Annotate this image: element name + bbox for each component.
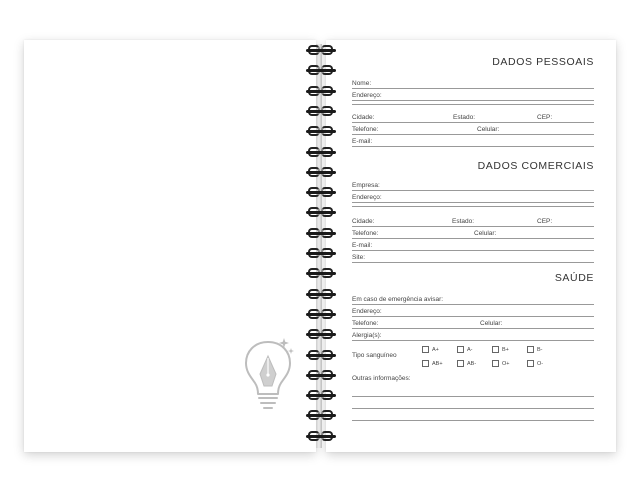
spiral-ring xyxy=(303,85,341,99)
spiral-ring xyxy=(303,369,341,383)
spiral-ring xyxy=(303,267,341,281)
field-label: Estado: xyxy=(450,114,478,121)
spiral-binding xyxy=(303,44,341,448)
blank-line[interactable] xyxy=(352,420,594,421)
spiral-ring xyxy=(303,308,341,322)
blood-type-checkbox[interactable] xyxy=(492,346,499,353)
field-line xyxy=(352,134,594,135)
blood-type-option-label: A- xyxy=(467,346,473,353)
field-endereco-comercial[interactable] xyxy=(352,194,594,204)
blank-line[interactable] xyxy=(352,408,594,409)
field-line xyxy=(352,250,594,251)
field-label: Site: xyxy=(352,254,368,261)
spiral-ring xyxy=(303,349,341,363)
ring-wire xyxy=(306,394,336,397)
ring-wire xyxy=(306,272,336,275)
blood-type-option-label: AB+ xyxy=(432,360,443,367)
ring-wire xyxy=(306,151,336,154)
field-label: Celular: xyxy=(474,126,502,133)
ring-wire xyxy=(306,49,336,52)
ring-wire xyxy=(306,110,336,113)
field-outras-label xyxy=(352,375,594,384)
field-label: Celular: xyxy=(471,230,499,237)
field-label: Cidade: xyxy=(352,114,377,121)
field-site[interactable] xyxy=(352,254,594,264)
field-label: E-mail: xyxy=(352,242,375,249)
field-line xyxy=(352,190,594,191)
field-email-comercial[interactable] xyxy=(352,242,594,252)
ring-wire xyxy=(306,130,336,133)
field-label: Endereço: xyxy=(352,308,385,315)
blood-type-checkbox[interactable] xyxy=(422,346,429,353)
blood-type-checkbox[interactable] xyxy=(527,346,534,353)
field-endereco-saude[interactable] xyxy=(352,308,594,318)
field-emergencia[interactable] xyxy=(352,296,594,306)
ring-wire xyxy=(306,90,336,93)
field-label: CEP: xyxy=(534,114,555,121)
blood-type-option-label: B+ xyxy=(502,346,509,353)
field-nome[interactable] xyxy=(352,80,594,90)
field-label: CEP: xyxy=(534,218,555,225)
blood-type-option-label: B- xyxy=(537,346,543,353)
blood-type-option[interactable] xyxy=(457,346,473,353)
field-label: Empresa: xyxy=(352,182,383,189)
field-label: Nome: xyxy=(352,80,374,87)
blank-line[interactable] xyxy=(352,206,594,207)
field-line xyxy=(352,202,594,203)
spiral-ring xyxy=(303,125,341,139)
spiral-ring xyxy=(303,44,341,58)
field-label: Celular: xyxy=(477,320,505,327)
field-label: Endereço: xyxy=(352,194,385,201)
ring-wire xyxy=(306,414,336,417)
spiral-ring xyxy=(303,288,341,302)
field-empresa[interactable] xyxy=(352,182,594,192)
blood-type-option[interactable] xyxy=(457,360,476,367)
ring-wire xyxy=(306,333,336,336)
blood-type-option-label: O+ xyxy=(502,360,510,367)
ring-wire xyxy=(306,293,336,296)
field-label: Estado: xyxy=(449,218,477,225)
field-alergias[interactable] xyxy=(352,332,594,342)
lightbulb-pen-icon xyxy=(238,334,298,414)
spiral-ring xyxy=(303,328,341,342)
field-line xyxy=(352,226,594,227)
blood-type-option-label: AB- xyxy=(467,360,477,367)
spiral-ring xyxy=(303,409,341,423)
blood-type-label: Tipo sanguíneo xyxy=(352,352,397,359)
section-title-dados-pessoais: DADOS PESSOAIS xyxy=(492,56,594,68)
blood-type-option[interactable] xyxy=(422,360,443,367)
field-cidade-estado-cep-comercial[interactable] xyxy=(352,218,594,228)
spiral-ring xyxy=(303,206,341,220)
ring-wire xyxy=(306,374,336,377)
field-label: Telefone: xyxy=(352,126,381,133)
blood-type-option[interactable] xyxy=(527,360,543,367)
blood-type-checkbox[interactable] xyxy=(457,346,464,353)
blood-type-option-label: A+ xyxy=(432,346,439,353)
blood-type-checkbox[interactable] xyxy=(457,360,464,367)
blood-type-option[interactable] xyxy=(492,360,510,367)
ring-wire xyxy=(306,252,336,255)
ring-wire xyxy=(306,191,336,194)
blood-type-checkbox[interactable] xyxy=(492,360,499,367)
field-label: Alergia(s): xyxy=(352,332,385,339)
blood-type-checkbox[interactable] xyxy=(422,360,429,367)
spiral-ring xyxy=(303,227,341,241)
blood-type-checkbox[interactable] xyxy=(527,360,534,367)
spiral-ring xyxy=(303,64,341,78)
spiral-ring xyxy=(303,247,341,261)
field-telefone-celular-comercial[interactable] xyxy=(352,230,594,240)
field-line xyxy=(352,328,594,329)
section-title-dados-comerciais: DADOS COMERCIAIS xyxy=(477,160,594,172)
field-endereco[interactable] xyxy=(352,92,594,102)
spiral-ring xyxy=(303,389,341,403)
field-label: E-mail: xyxy=(352,138,375,145)
spiral-ring xyxy=(303,430,341,444)
spiral-ring xyxy=(303,166,341,180)
field-email[interactable] xyxy=(352,138,594,148)
ring-wire xyxy=(306,435,336,438)
field-label: Telefone: xyxy=(352,230,381,237)
field-label: Outras informações: xyxy=(352,375,414,382)
field-label: Cidade: xyxy=(352,218,377,225)
ring-wire xyxy=(306,69,336,72)
spiral-ring xyxy=(303,186,341,200)
field-telefone-celular[interactable] xyxy=(352,126,594,136)
field-label: Endereço: xyxy=(352,92,385,99)
spiral-ring xyxy=(303,105,341,119)
field-line xyxy=(352,146,594,147)
field-cidade-estado-cep[interactable] xyxy=(352,114,594,124)
field-line xyxy=(352,88,594,89)
ring-wire xyxy=(306,171,336,174)
ring-wire xyxy=(306,354,336,357)
blood-type-option[interactable] xyxy=(492,346,509,353)
ring-wire xyxy=(306,211,336,214)
ring-wire xyxy=(306,232,336,235)
field-label: Telefone: xyxy=(352,320,381,327)
blood-type-option[interactable] xyxy=(527,346,543,353)
field-line xyxy=(352,100,594,101)
section-title-saude: SAÚDE xyxy=(554,272,594,284)
field-line xyxy=(352,340,594,341)
field-line xyxy=(352,238,594,239)
blood-type-option-label: O- xyxy=(537,360,544,367)
field-line xyxy=(352,122,594,123)
ring-wire xyxy=(306,313,336,316)
field-line xyxy=(352,316,594,317)
blank-line[interactable] xyxy=(352,104,594,105)
blood-type-option[interactable] xyxy=(422,346,439,353)
field-telefone-celular-saude[interactable] xyxy=(352,320,594,330)
field-line xyxy=(352,262,594,263)
blank-line[interactable] xyxy=(352,396,594,397)
field-label: Em caso de emergência avisar: xyxy=(352,296,446,303)
field-line xyxy=(352,304,594,305)
spiral-ring xyxy=(303,146,341,160)
